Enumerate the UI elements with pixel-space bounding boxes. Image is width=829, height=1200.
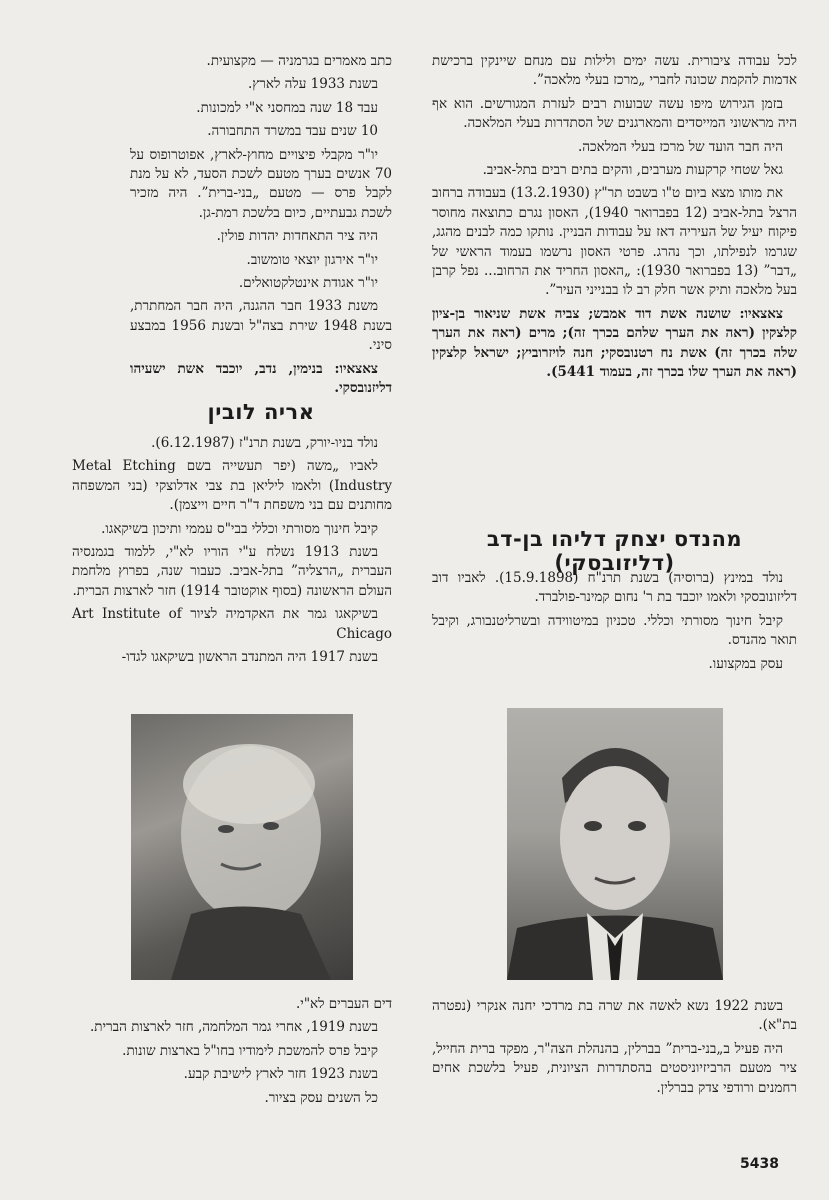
paragraph: משנת 1933 חבר ההגנה, היה חבר המחתרת, בשנת 1948 שירת בצה"ל ובשנת 1956 במבצע סיני.	[130, 298, 392, 354]
right-column-mid-text	[432, 569, 797, 678]
left-column-mid-text	[72, 434, 392, 671]
paragraph: נולד בניו-יורק, בשנת תרנ"ז (6.12.1987).	[151, 435, 378, 451]
paragraph: היה ציר התאחדות יהדות פולין.	[216, 228, 378, 245]
paragraph: יו"ר מקבלי פיצויים מחוץ-לארץ, אפוטרופוס על 70 אנשים בערך מטעם לשכת הסעד, לא על מנת לקבל פרס — מטעם „בני-ברית”. היה מזכיר לשכת גבעתיים, כיום בלשכת רמת-גן.	[130, 146, 392, 221]
page-number: 5438	[740, 1156, 779, 1172]
entry-heading-yitzhak-ben-dov: מהנדס יצחק דליהו בן-דב (דליזובסקי)	[486, 527, 743, 575]
entry-heading-aryeh-lubin: אריה לובין	[207, 400, 315, 424]
paragraph: לכל עבודה ציבורית. עשה ימים ולילות עם מנחם שיינקין ברכישת אדמות להקמת שכונה לחברי „מרכז בעלי מלאכה”.	[432, 53, 797, 89]
paragraph: היה פעיל ב„בני-ברית” בברלין, בהנהלת הצה"ר, מפקד ברית החייל, ציר מטעם הרביזיוניסטים בהסתדרות הציונית, פעיל בלשכת אחים רחמנים ורודפי צדק בברלין.	[432, 1040, 797, 1096]
paragraph: גאל שטחי קרקעות מערבים, והקים בתים רבים בתל-אביב.	[482, 162, 783, 179]
portrait-image	[131, 714, 353, 980]
paragraph: יו"ר אגודת אינטלקטואלים.	[238, 275, 378, 292]
paragraph: בשנת 1919, אחרי גמר המלחמה, חזר לארצות הברית.	[89, 1019, 378, 1036]
descendants-paragraph: צאצאיו: בנימין, נדב, יוכבד אשת ישעיהו דליזנובסקי.	[130, 360, 392, 397]
paragraph: את מותו מצא ביום ט"ו בשבט תר"ץ (13.2.1930) בעבודה ברחוב הרצל בתל-אביב (12 בפברואר 1940), האסון נגרם כתוצאה מחוסר פיקוח יעיל של העיריה דאז על עבודות הבניין. נותקו כמה לבנים מהגג, שגרמו לנפילתו, וכך נהרג. פרטי האסון נרשמו בעמוד הראשי של „דבר” (13 בפברואר 1930): „האסון החריד את הרחוב... נפל קרבן בעל מלאכה ותיק אשר חלק רב לו בבנייני העיר”.	[432, 185, 797, 299]
portrait-photo-yitzhak-ben-dov	[507, 708, 723, 980]
paragraph: קיבל חינוך מסורתי וכללי בבי"ס עממי ותיכון בשיקאגו.	[101, 520, 378, 537]
portrait-photo-aryeh-lubin	[131, 714, 353, 980]
left-column-bottom-text	[72, 995, 392, 1112]
right-column-top-text	[432, 52, 797, 387]
paragraph: דים העברים לא"י.	[295, 996, 392, 1012]
paragraph: קיבל פרס להמשכת לימודיו בחו"ל בארצות שונות.	[122, 1042, 378, 1059]
paragraph: בשיקאגו גמר את האקדמיה לציור Art Institute of Chicago	[72, 606, 392, 642]
paragraph: היה חבר הועד של מרכז בעלי המלאכה.	[577, 138, 783, 155]
paragraph: עסק במקצועו.	[708, 655, 783, 672]
paragraph: קיבל חינוך מסורתי וכללי. טכניון במיטווידה ובשרליטנבורג, וקיבל תואר מהנדס.	[432, 612, 797, 649]
paragraph: נולד במינץ (ברוסיה) בשנת תרנ"ח (15.9.1898). לאביו דוב דליזונובסקי ולאמו יוכבד בת ר' נחום קמינר-פולברד.	[432, 570, 797, 606]
paragraph: בשנת 1923 חזר לארץ לישיבת קבע.	[183, 1066, 378, 1083]
paragraph: כתב מאמרים בגרמניה — מקצועית.	[206, 53, 392, 69]
paragraph: כל השנים עסק בציור.	[264, 1089, 378, 1106]
descendants-paragraph: צאצאיו: שושנה אשת דוד אמבש; צביה אשת שניאור בן-ציון קלצקין (ראה את הערך שלהם בכרך זה); מרים (ראה את הערך שלה בכרך זה) אשת נח רטנובסקי; חנה לויזרוביץ; ישראל קלצקין (ראה את הערך שלו בכרך זה, בעמוד 5441).	[432, 305, 797, 381]
paragraph: בשנת 1917 היה המתנדב הראשון בשיקאגו לגדו-	[121, 649, 378, 666]
left-column-top-text	[130, 52, 392, 403]
paragraph: בזמן הגירוש מיפו עשה שבועות רבים לעזרת המגורשים. הוא אף היה מראשוני המייסדים והמארגנים של הסתדרות בעלי המלאכה.	[432, 95, 797, 132]
paragraph: עבד 18 שנה במחסני א"י למכונות.	[196, 99, 378, 116]
paragraph: בשנת 1922 נשא לאשה את שרה בת מרדכי יחנה אנקרי (נפטרה בת"א).	[432, 998, 797, 1034]
right-column-bottom-text	[432, 997, 797, 1102]
paragraph: לאביו „משה (יפר תעשייה בשם Metal Etching Industry) ולאמו ליליאן בת צבי אדלוצקי (בני המשפחה מחותנים עם בני משפחת ד"ר חיים וייצמן).	[72, 458, 392, 514]
paragraph: בשנת 1913 נשלח ע"י הוריו לא"י, ללמוד בגמנסיה העברית „הרצליה” בתל-אביב. כעבור שנה, בפרוץ מלחמת העולם הראשונה (בסוף אוקטובר 1914) חזר לארצות הברית.	[72, 544, 392, 599]
paragraph: יו"ר אירגון יוצאי טומשוב.	[246, 251, 378, 268]
paragraph: בשנת 1933 עלה לארץ.	[247, 76, 378, 93]
portrait-image	[507, 708, 723, 980]
paragraph: 10 שנים עבד במשרד התחבורה.	[207, 123, 378, 140]
